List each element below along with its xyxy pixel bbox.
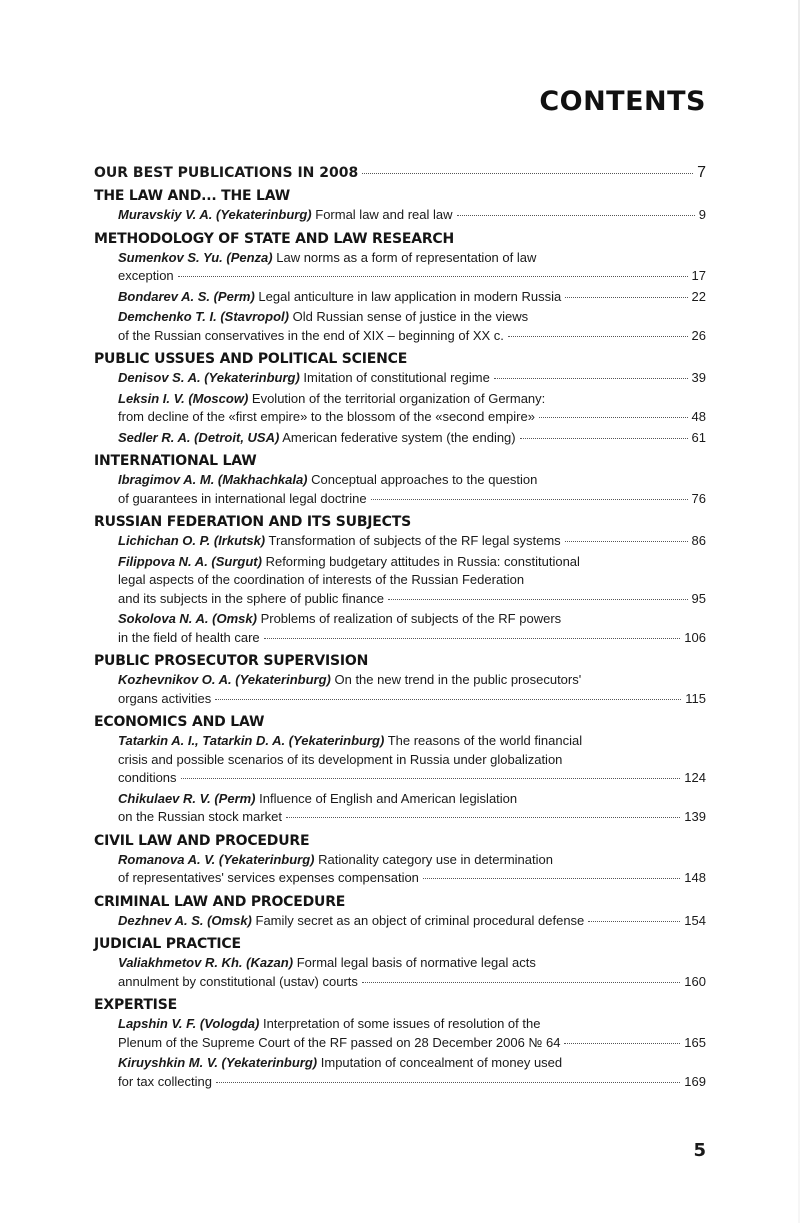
best-publications-label: OUR BEST PUBLICATIONS IN 2008 [94,165,359,181]
entry-page-number: 160 [684,973,706,989]
entry-title-text: Law norms as a form of representation of law [276,249,537,265]
section-title: PUBLIC USSUES AND POLITICAL SCIENCE [94,351,408,367]
entry-line [118,790,706,809]
entry-line [118,1054,706,1073]
entry-title-text: Old Russian sense of justice in the views [292,309,529,324]
toc-section [94,187,706,225]
section-title: JUDICIAL PRACTICE [94,936,241,952]
entry-text [118,572,524,587]
entry-title-text: from decline of the «first empire» to the blossom of the «second empire» [118,409,535,424]
entry-title-text: On the new trend in the public prosecutors' [334,672,582,687]
toc-entry[interactable] [94,1015,706,1052]
entry-author: Ibragimov A. M. (Makhachkala) [118,472,308,487]
dot-leader [508,336,688,337]
entry-page-number: 165 [684,1034,706,1050]
dot-leader [539,417,688,418]
entry-line [118,732,706,751]
entry-title-text: Conceptual approaches to the question [311,472,538,487]
entry-author: Bondarev A. S. (Perm) [118,288,255,304]
entry-text [118,490,367,509]
entry-title-text: exception [118,268,174,283]
toc-entry[interactable] [94,249,706,286]
entry-line [118,571,706,590]
dot-leader [362,982,680,983]
entry-title-text: in the field of health care [118,629,260,645]
section-title: EXPERTISE [94,997,177,1013]
entry-page-number: 139 [684,809,706,824]
toc-section [94,713,706,827]
dot-leader [457,215,695,216]
toc-entry[interactable] [94,732,706,788]
entry-text [118,752,562,767]
entry-last-line [118,629,706,648]
entry-author: Valiakhmetov R. Kh. (Kazan) [118,955,294,970]
section-title: METHODOLOGY OF STATE AND LAW RESEARCH [94,230,455,247]
entry-author: Sokolova N. A. (Omsk) [118,611,257,626]
entry-title-text: The reasons of the world financial [387,733,583,748]
entry-title-text: Family secret as an object of criminal procedural defense [255,912,585,928]
toc-section [94,452,706,508]
entry-page-number: 26 [691,327,706,343]
page-number: 5 [693,1140,706,1161]
dot-leader [520,438,688,439]
entry-page-number: 106 [684,629,706,645]
section-title: PUBLIC PROSECUTOR SUPERVISION [94,653,369,669]
entry-text [118,532,561,551]
entry-page-number: 48 [691,409,706,424]
entry-last-line [118,408,706,427]
entry-line [118,553,706,572]
entry-author: Demchenko T. I. (Stavropol) [118,309,289,324]
entry-text [118,1055,562,1070]
entry-author: Sedler R. A. (Detroit, USA) [118,429,280,445]
entry-page-number: 22 [691,288,706,304]
entry-text [118,690,211,709]
dot-leader [565,297,687,298]
section-title: CIVIL LAW AND PROCEDURE [94,832,310,849]
entry-last-line [118,1034,706,1053]
section-title: CRIMINAL LAW AND PROCEDURE [94,893,346,910]
entry-last-line [118,590,706,609]
dot-leader [371,499,688,500]
entry-title-text: organs activities [118,690,212,706]
entry-last-line [118,690,706,709]
entry-last-line [118,429,706,448]
dot-leader [286,817,680,818]
dot-leader [264,638,681,639]
entry-text [118,869,419,888]
entry-author: Kiruyshkin M. V. (Yekaterinburg) [118,1055,318,1070]
entry-line [118,671,706,690]
entry-line [118,1015,706,1034]
toc-entry[interactable] [94,206,706,225]
entry-author: Sumenkov S. Yu. (Penza) [118,249,273,265]
entry-last-line [118,912,706,931]
dot-leader [178,276,688,277]
entry-title-text: conditions [118,770,177,785]
entry-text [118,1073,212,1092]
entry-page-number: 169 [684,1073,706,1089]
best-publications-page: 7 [697,164,706,181]
entry-line [118,390,706,409]
entry-text [118,369,490,388]
entry-author: Romanova A. V. (Yekaterinburg) [118,851,315,867]
toc-entry[interactable] [94,553,706,609]
entry-page-number: 9 [698,207,706,222]
toc-entry[interactable] [94,790,706,827]
entry-text [118,852,553,867]
entry-text [118,791,517,806]
toc-entry[interactable] [94,851,706,888]
entry-title-text: legal aspects of the coordination of interests of the Russian Federation [118,572,525,587]
entry-title-text: for tax collecting [118,1073,212,1089]
entry-page-number: 115 [685,690,706,706]
dot-leader [423,878,680,879]
dot-leader [588,921,680,922]
toc-section [94,832,706,888]
entry-author: Kozhevnikov O. A. (Yekaterinburg) [118,672,331,687]
entry-page-number: 95 [691,590,706,606]
toc-section [94,230,706,346]
entry-text [118,611,561,626]
entry-title-text: Rationality category use in determination [318,851,553,867]
entry-author: Lapshin V. F. (Vologda) [118,1016,260,1031]
best-publications-section [94,164,706,182]
entry-text [118,472,537,487]
entry-title-text: Interpretation of some issues of resolution of the [262,1016,541,1031]
toc-entry[interactable] [94,429,706,448]
entry-title-text: Problems of realization of subjects of the RF powers [260,611,562,626]
entry-text [118,1034,560,1053]
entry-text [118,672,581,687]
toc-section [94,513,706,647]
section-title: INTERNATIONAL LAW [94,453,257,469]
entry-author: Chikulaev R. V. (Perm) [118,790,256,806]
entry-title-text: of the Russian conservatives in the end of XIX – beginning of XX c. [118,327,504,343]
entry-last-line [118,769,706,788]
entry-last-line [118,327,706,346]
entry-title-text: Influence of English and American legislation [259,790,518,806]
entry-title-text: annulment by constitutional (ustav) courts [118,973,358,989]
entry-author: Lichichan O. P. (Irkutsk) [118,533,266,548]
entry-title-text: Imputation of concealment of money used [320,1055,563,1070]
entry-text [118,554,580,569]
page-title: CONTENTS [539,86,706,117]
toc-entry[interactable] [94,610,706,647]
entry-line [118,751,706,770]
entry-text [118,391,545,406]
entry-title-text: and its subjects in the sphere of public finance [118,590,384,606]
toc-section [94,893,706,931]
toc-entry[interactable] [94,671,706,708]
entry-author: Denisov S. A. (Yekaterinburg) [118,370,300,385]
dot-leader [215,699,681,700]
entry-page-number: 76 [691,490,706,506]
entry-title-text: crisis and possible scenarios of its development in Russia under globalization [118,751,563,767]
entry-text [118,629,260,648]
entry-text [118,288,561,307]
entry-last-line [118,288,706,307]
toc-entry[interactable] [94,471,706,508]
entry-title-text: Transformation of subjects of the RF legal systems [268,533,561,548]
toc-section [94,652,706,708]
entry-last-line [118,808,706,827]
entry-text [118,327,504,346]
entry-text [118,250,536,265]
entry-last-line [118,490,706,509]
entry-page-number: 148 [684,870,706,885]
entry-line [118,471,706,490]
entry-author: Filippova N. A. (Surgut) [118,553,262,569]
entry-page-number: 154 [684,912,706,928]
section-title: THE LAW AND... THE LAW [94,188,291,204]
entry-title-text: of guarantees in international legal doctrine [118,490,367,506]
entry-line [118,851,706,870]
toc-entry[interactable] [94,1054,706,1091]
entry-page-number: 39 [691,370,706,385]
entry-page-number: 61 [691,429,706,445]
entry-last-line [118,206,706,225]
entry-last-line [118,973,706,992]
toc-entry[interactable] [94,532,706,551]
toc-entry[interactable] [94,390,706,427]
entry-text [118,733,582,748]
dot-leader [181,778,681,779]
entry-author: Leksin I. V. (Moscow) [118,390,249,406]
toc-entry[interactable] [94,288,706,307]
toc-entry[interactable] [94,369,706,388]
entry-text [118,408,535,427]
toc-section [94,350,706,447]
table-of-contents [94,164,706,1096]
toc-section [94,935,706,991]
entry-last-line [118,267,706,286]
entry-title-text: American federative system (the ending) [282,429,516,445]
entry-title-text: Evolution of the territorial organization of Germany: [251,390,546,406]
entry-last-line [118,369,706,388]
entry-text [118,1016,540,1031]
entry-line [118,308,706,327]
entry-title-text: Plenum of the Supreme Court of the RF passed on 28 December 2006 № 64 [118,1034,561,1050]
entry-text [118,973,358,992]
entry-author: Dezhnev A. S. (Omsk) [118,912,252,928]
toc-entry[interactable] [94,912,706,931]
entry-title-text: Formal law and real law [315,207,453,222]
toc-section [94,996,706,1091]
entry-author: Muravskiy V. A. (Yekaterinburg) [118,207,312,222]
entry-text [118,955,536,970]
dot-leader [565,541,688,542]
best-publications-entry[interactable] [94,164,706,182]
dot-leader [388,599,688,600]
entry-page-number: 124 [684,770,706,785]
entry-title-text: Legal anticulture in law application in modern Russia [258,288,562,304]
entry-title-text: on the Russian stock market [118,809,283,824]
dot-leader [362,173,693,174]
entry-title-text: Formal legal basis of normative legal acts [296,955,536,970]
entry-page-number: 86 [691,533,706,548]
section-title: ECONOMICS AND LAW [94,714,265,730]
entry-line [118,954,706,973]
entry-text [118,912,584,931]
entry-text [118,808,282,827]
entry-last-line [118,1073,706,1092]
dot-leader [216,1082,680,1083]
entry-line [118,610,706,629]
entry-text [118,206,453,225]
dot-leader [494,378,688,379]
entry-text [118,267,174,286]
entry-page-number: 17 [691,268,706,283]
entry-line [118,249,706,268]
entry-last-line [118,869,706,888]
entry-last-line [118,532,706,551]
toc-entry[interactable] [94,308,706,345]
entry-text [118,590,384,609]
section-title: RUSSIAN FEDERATION AND ITS SUBJECTS [94,514,411,530]
entry-text [118,429,516,448]
entry-title-text: Imitation of constitutional regime [303,370,490,385]
entry-text [118,309,528,324]
entry-title-text: of representatives' services expenses compensation [118,870,419,885]
dot-leader [564,1043,680,1044]
entry-text [118,769,177,788]
entry-title-text: Reforming budgetary attitudes in Russia: constitutional [265,553,580,569]
entry-author: Tatarkin A. I., Tatarkin D. A. (Yekaterinburg) [118,733,385,748]
toc-entry[interactable] [94,954,706,991]
